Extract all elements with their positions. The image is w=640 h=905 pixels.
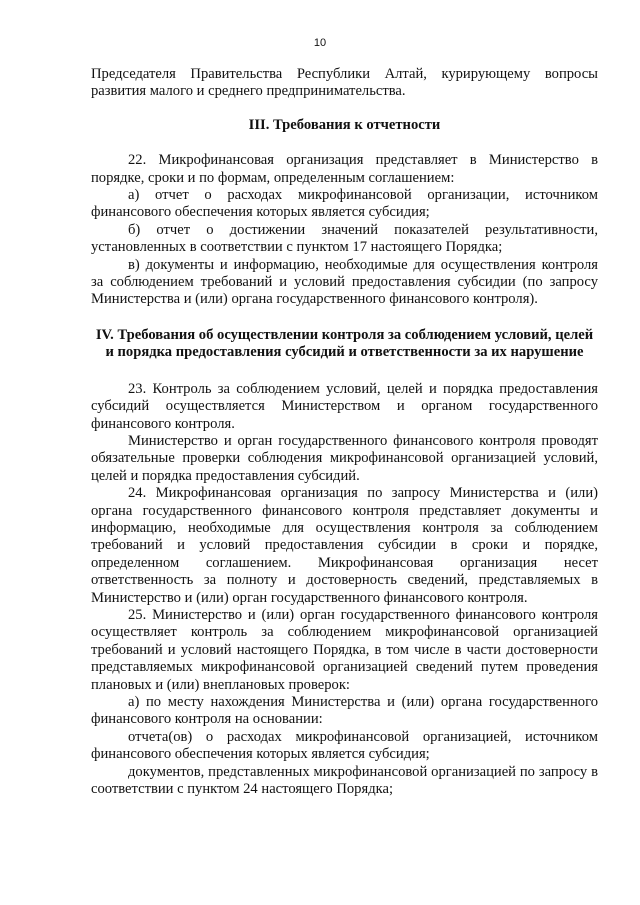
paragraph-25-documents: документов, представленных микрофинансовой организацией по запросу в соответствии с пунктом 24 настоящего Порядка; xyxy=(91,763,598,798)
paragraph-25-a: а) по месту нахождения Министерства и (или) органа государственного финансового контроля на основании: xyxy=(91,694,598,728)
paragraph-22: 22. Микрофинансовая организация представляет в Министерство в порядке, сроки и по формам, определенным соглашением: xyxy=(91,152,598,186)
paragraph-24: 24. Микрофинансовая организация по запросу Министерства и (или) органа государственного финансового контроля представляет документы и информацию, необходимые для осуществления контроля за соблюдением требований и условий предоставления субсидии в сроки и порядке, определенном соглашением. Микрофинансовая организация несет ответственность за полноту и достоверность сведений, представляемых в Министерство и (или) орган государственного финансового контроля. xyxy=(91,485,598,606)
paragraph-22-a: а) отчет о расходах микрофинансовой организации, источником финансового обеспечения которых является субсидия; xyxy=(91,187,598,221)
paragraph-25: 25. Министерство и (или) орган государственного финансового контроля осуществляет контроль за соблюдением микрофинансовой организацией требований и условий настоящего Порядка, в том числе в части достоверности представляемых микрофинансовой организацией сведений путем проведения плановых и (или) внеплановых проверок: xyxy=(91,606,598,693)
section-4-heading: IV. Требования об осуществлении контроля за соблюдением условий, целей и порядка предоставления субсидий и ответственности за их нарушение xyxy=(95,326,594,361)
paragraph-22-v: в) документы и информацию, необходимые для осуществления контроля за соблюдением требований и условий предоставления субсидии (по запросу Министерства и (или) органа государственного финансового контроля). xyxy=(91,256,598,308)
page-number: 10 xyxy=(313,37,327,49)
paragraph-23-inspections: Министерство и орган государственного финансового контроля проводят обязательные проверки соблюдения микрофинансовой организацией условий, целей и порядка предоставления субсидий. xyxy=(91,432,598,484)
intro-paragraph: Председателя Правительства Республики Алтай, курирующему вопросы развития малого и среднего предпринимательства. xyxy=(91,66,598,100)
paragraph-23: 23. Контроль за соблюдением условий, целей и порядка предоставления субсидий осуществляется Министерством и органом государственного финансового контроля. xyxy=(91,380,598,432)
section-3-heading: III. Требования к отчетности xyxy=(248,116,441,133)
paragraph-25-reports: отчета(ов) о расходах микрофинансовой организацией, источником финансового обеспечения которых является субсидия; xyxy=(91,728,598,763)
paragraph-22-b: б) отчет о достижении значений показателей результативности, установленных в соответствии с пунктом 17 настоящего Порядка; xyxy=(91,221,598,256)
document-body xyxy=(91,66,598,798)
